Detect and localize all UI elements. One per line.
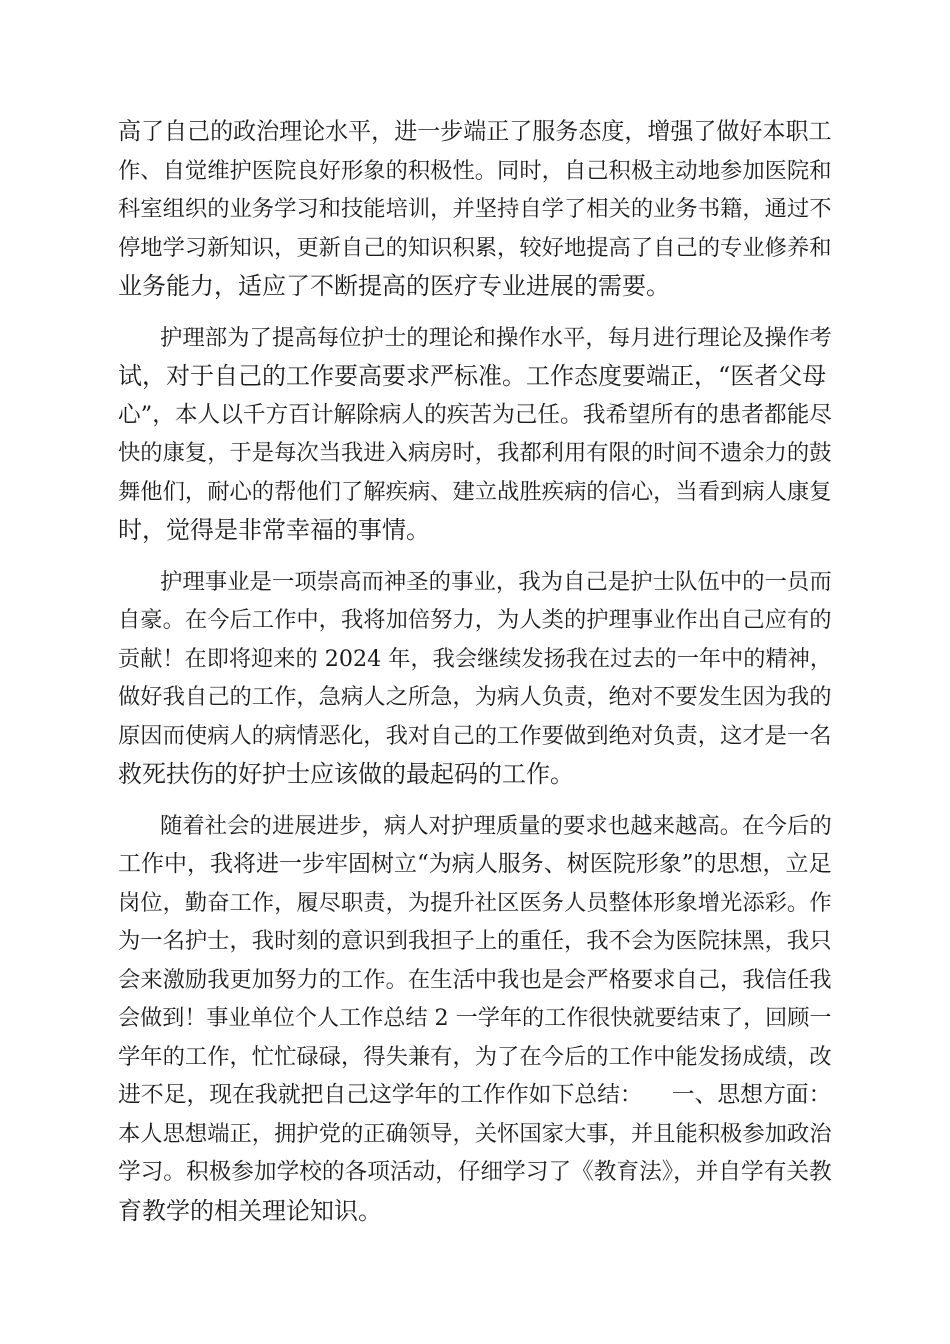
text-line: 学年的工作，忙忙碌碌，得失兼有，为了在今后的工作中能发扬成绩，改: [118, 1044, 832, 1070]
text-line: 时，觉得是非常幸福的事情。: [118, 516, 430, 544]
text-line: 业务能力，适应了不断提高的医疗专业进展的需要。: [118, 272, 670, 300]
text-line: 岗位，勤奋工作，履尽职责，为提升社区医务人员整体形象增光添彩。作: [118, 890, 832, 916]
text-line: 学习。积极参加学校的各项活动，仔细学习了《教育法》，并自学有关教: [118, 1159, 832, 1185]
text-line: 随着社会的进展进步，病人对护理质量的要求也越来越高。在今后的: [160, 813, 832, 839]
text-line: 会来激励我更加努力的工作。在生活中我也是会严格要求自己，我信任我: [118, 967, 832, 993]
text-line: 原因而使病人的病情恶化，我对自己的工作要做到绝对负责，这才是一名: [118, 723, 832, 749]
text-line: 工作中，我将进一步牢固树立“为病人服务、树医院形象”的思想，立足: [118, 851, 832, 877]
text-line: 科室组织的业务学习和技能培训，并坚持自学了相关的业务书籍，通过不: [118, 196, 832, 222]
text-line: 会做到！事业单位个人工作总结 2 一学年的工作很快就要结束了，回顾一: [118, 1005, 832, 1031]
text-line: 舞他们，耐心的帮他们了解疾病、建立战胜疾病的信心，当看到病人康复: [118, 479, 832, 505]
text-line: 心”，本人以千方百计解除病人的疾苦为己任。我希望所有的患者都能尽: [118, 402, 832, 428]
text-line: 进不足，现在我就把自己这学年的工作作如下总结： 一、思想方面：: [118, 1082, 832, 1108]
text-line: 本人思想端正，拥护党的正确领导，关怀国家大事，并且能积极参加政治: [118, 1121, 832, 1147]
text-line: 作、自觉维护医院良好形象的积极性。同时，自己积极主动地参加医院和: [118, 158, 832, 184]
text-line: 护理部为了提高每位护士的理论和操作水平，每月进行理论及操作考: [160, 325, 832, 351]
text-line: 护理事业是一项崇高而神圣的事业，我为自己是护士队伍中的一员而: [160, 569, 832, 595]
text-line: 做好我自己的工作，急病人之所急，为病人负责，绝对不要发生因为我的: [118, 684, 832, 710]
text-line: 为一名护士，我时刻的意识到我担子上的重任，我不会为医院抹黑，我只: [118, 928, 832, 954]
text-line: 高了自己的政治理论水平，进一步端正了服务态度，增强了做好本职工: [118, 119, 832, 145]
text-line: 试，对于自己的工作要高要求严标准。工作态度要端正，“医者父母: [118, 362, 827, 390]
text-line: 快的康复，于是每次当我进入病房时，我都利用有限的时间不遗余力的鼓: [118, 440, 832, 466]
text-line: 救死扶伤的好护士应该做的最起码的工作。: [118, 760, 574, 788]
text-line: 贡献！在即将迎来的 2024 年，我会继续发扬我在过去的一年中的精神，: [118, 646, 833, 672]
text-line: 自豪。在今后工作中，我将加倍努力，为人类的护理事业作出自己应有的: [118, 607, 832, 633]
text-line: 停地学习新知识，更新自己的知识积累，较好地提高了自己的专业修养和: [118, 235, 832, 261]
text-line: 育教学的相关理论知识。: [118, 1197, 382, 1225]
